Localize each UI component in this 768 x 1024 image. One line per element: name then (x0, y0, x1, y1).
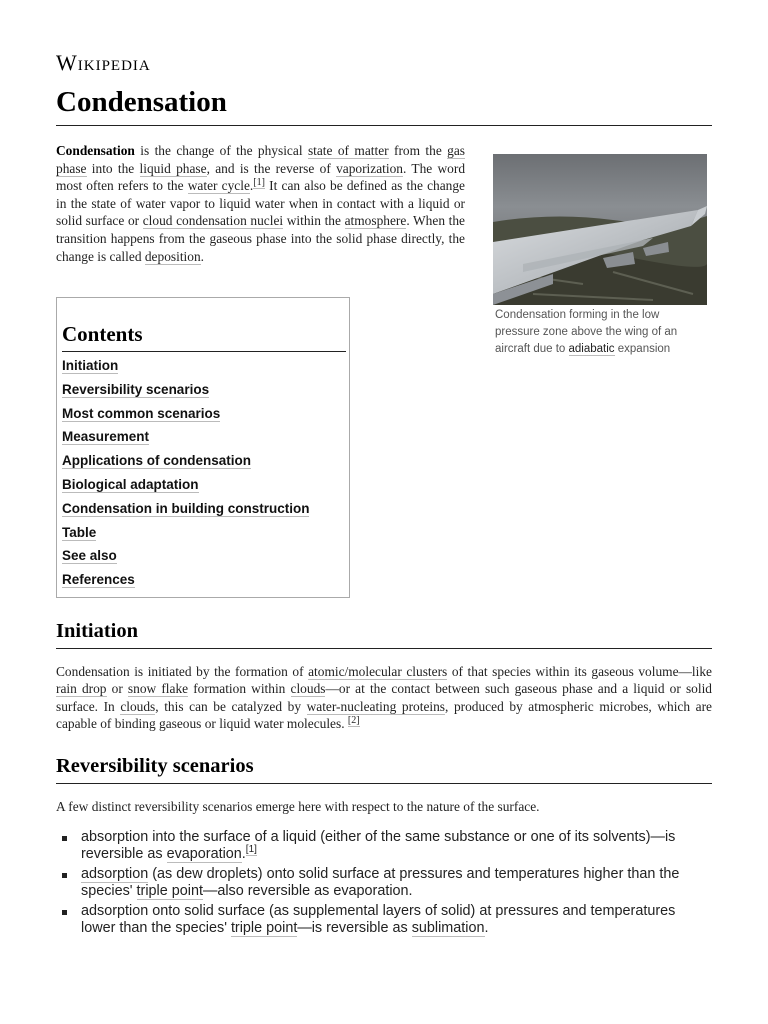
toc-item-applications[interactable]: Applications of condensation (62, 453, 252, 469)
table-of-contents (56, 297, 350, 598)
text: , and is the reverse of (206, 160, 337, 176)
toc-item-table[interactable]: Table (62, 524, 97, 540)
lead-paragraph (56, 142, 465, 265)
aircraft-wing-photo[interactable] (493, 154, 707, 305)
text: . (241, 845, 246, 862)
section-heading-initiation: Initiation (56, 620, 712, 649)
link-sublimation[interactable]: sublimation (411, 919, 485, 936)
text: or (106, 681, 128, 697)
text: within the (283, 213, 345, 229)
text: is the change of the physical (134, 143, 308, 158)
text: adsorption onto solid surface (as supplemental layers of solid) at pressures and temperatures lower than the species' (81, 903, 676, 936)
reversibility-intro: A few distinct reversibility scenarios emerge here with respect to the nature of the surface. (56, 799, 540, 814)
link-evaporation[interactable]: evaporation (166, 845, 242, 862)
toc-item-references[interactable]: References (62, 572, 135, 588)
link-state-of-matter[interactable]: state of matter (307, 143, 389, 158)
text: . (200, 248, 205, 264)
text: . (249, 178, 254, 194)
figure-caption (493, 307, 707, 358)
link-clouds-2[interactable]: clouds (120, 698, 156, 714)
link-adsorption[interactable]: adsorption (81, 866, 149, 882)
text: . When the transition happens from the gaseous phase into the solid phase directly, the change is called (56, 213, 465, 264)
link-cloud-condensation-nuclei[interactable]: cloud condensation nuclei (142, 213, 284, 229)
list-item (56, 903, 712, 936)
link-water-cycle[interactable]: water cycle (187, 178, 250, 194)
toc-item-most-common-scenarios[interactable]: Most common scenarios (62, 405, 221, 421)
text: Condensation forming in the low pressure zone above the wing of an aircraft due to (495, 309, 678, 355)
toc-title: Contents (62, 322, 346, 352)
citation-2[interactable]: [2] (347, 714, 360, 726)
text: from the (388, 143, 448, 158)
text: absorption into the surface of a liquid (either of the same substance or one of its solvents)—is reversible as (81, 829, 676, 862)
text: It can also be defined as the change in the state of water vapor to liquid water when in contact with a liquid or solid surface or (56, 178, 465, 229)
toc-item-see-also[interactable]: See also (62, 548, 117, 564)
text: expansion (614, 343, 671, 355)
toc-item-initiation[interactable]: Initiation (62, 358, 119, 373)
text: . The word most often refers to the (56, 160, 466, 194)
text: into the (86, 160, 140, 176)
reversibility-list (56, 829, 712, 940)
link-water-nucleating-proteins[interactable]: water-nucleating proteins (306, 698, 446, 714)
text: of that species within its gaseous volume—like (447, 664, 712, 679)
text: , produced by atmospheric microbes, which are capable of binding gaseous or liquid water molecules. (56, 698, 712, 732)
link-triple-point[interactable]: triple point (136, 882, 203, 899)
link-deposition[interactable]: deposition (144, 248, 201, 264)
text: Condensation is initiated by the formation of (56, 664, 309, 679)
citation-1-repeat[interactable]: [1] (245, 843, 257, 855)
link-liquid-phase[interactable]: liquid phase (139, 160, 207, 176)
link-atmosphere[interactable]: atmosphere (344, 213, 407, 229)
thumbnail-figure (493, 154, 707, 358)
link-rain-drop[interactable]: rain drop (56, 681, 107, 697)
link-vaporization[interactable]: vaporization (336, 160, 403, 176)
toc-item-measurement[interactable]: Measurement (62, 429, 150, 445)
initiation-paragraph (56, 663, 712, 733)
wikipedia-logo[interactable]: Wikipedia (56, 50, 151, 75)
link-clouds[interactable]: clouds (290, 681, 326, 697)
link-gas-phase[interactable]: gas phase (56, 143, 466, 176)
text: —is reversible as (297, 919, 412, 936)
list-item (56, 866, 712, 899)
text: , this can be catalyzed by (155, 698, 307, 714)
text: formation within (188, 681, 291, 697)
text: —also reversible as evaporation. (202, 882, 413, 899)
toc-item-biological-adaptation[interactable]: Biological adaptation (62, 476, 199, 492)
text: —or at the contact between such gaseous phase and a liquid or solid surface. In (56, 681, 713, 714)
citation-1[interactable]: [1] (253, 176, 265, 188)
link-atomic-molecular-clusters[interactable]: atomic/molecular clusters (308, 664, 448, 679)
toc-list (62, 357, 309, 595)
link-triple-point-2[interactable]: triple point (230, 919, 298, 936)
text: (as dew droplets) onto solid surface at pressures and temperatures higher than the species' (81, 866, 680, 899)
lead-bold-term: Condensation (56, 143, 135, 158)
text: . (484, 919, 489, 936)
section-heading-reversibility: Reversibility scenarios (56, 755, 712, 784)
page-title: Condensation (56, 86, 712, 126)
toc-item-reversibility-scenarios[interactable]: Reversibility scenarios (62, 381, 210, 397)
toc-item-building-construction[interactable]: Condensation in building construction (62, 500, 310, 516)
list-item (56, 829, 712, 862)
link-adiabatic[interactable]: adiabatic (568, 343, 615, 355)
link-snow-flake[interactable]: snow flake (127, 681, 189, 697)
